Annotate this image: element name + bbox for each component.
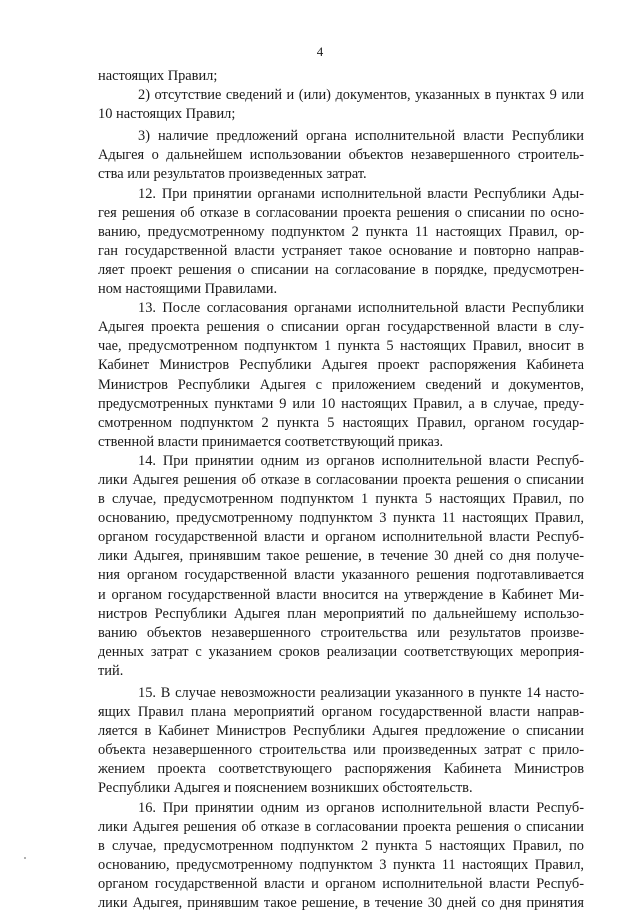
text-line: 16. При принятии одним из органов исполнительной власти Респуб- [138, 799, 584, 816]
text-line: основанию, предусмотренному подпунктом 3 пункта 11 настоящих Правил, [98, 856, 584, 873]
text-line: 13. После согласования органами исполнительной власти Республики [138, 300, 584, 317]
text-line: жением проекта соответствующего распоряжения Кабинета Министров [98, 761, 584, 778]
text-line: объекта незавершенного строительства или произведенных затрат с прило- [98, 742, 584, 759]
text-line: основанию, предусмотренному подпунктом 3 пункта 11 настоящих Правил, [98, 510, 584, 527]
text-line: тий. [98, 662, 124, 679]
text-line: Министров Республики Адыгея с приложением сведений и документов, [98, 376, 584, 393]
text-line: нистров Республики Адыгея план мероприятий по дальнейшему использо- [98, 605, 584, 622]
text-line: 2) отсутствие сведений и (или) документов, указанных в пунктах 9 или [138, 87, 584, 104]
text-line: лики Адыгея решения об отказе в согласовании проекта решения о списании [98, 818, 584, 835]
text-line: органом государственной власти и органом исполнительной власти Респуб- [98, 875, 584, 892]
text-line: и органом государственной власти вносится на утверждение в Кабинет Ми- [98, 586, 584, 603]
text-line: ванию, предусмотренному подпунктом 2 пункта 11 настоящих Правил, ор- [98, 223, 584, 240]
text-line: Адыгея проекта решения о списании орган государственной власти в слу- [98, 319, 584, 336]
text-line: настоящих Правил; [98, 68, 218, 84]
text-line: в случае, предусмотренном подпунктом 2 пункта 5 настоящих Правил, по [98, 837, 584, 854]
text-line: органом государственной власти и органом исполнительной власти Респуб- [98, 529, 584, 546]
text-line: ляется в Кабинет Министров Республики Адыгея предложение о списании [98, 723, 584, 740]
text-line: смотренном подпунктом 2 пункта 5 настоящих Правил, органом государ- [98, 414, 584, 431]
text-line: 3) наличие предложений органа исполнительной власти Республики [138, 128, 584, 145]
scan-speck [24, 857, 26, 859]
text-line: ванию объектов незавершенного строительства или результатов произве- [98, 624, 584, 641]
text-line: ния органом государственной власти указанного решения подготавливается [98, 567, 584, 584]
text-line: денных затрат с указанием сроков реализации соответствующих мероприя- [98, 643, 584, 660]
text-line: в случае, предусмотренном подпунктом 1 пункта 5 настоящих Правил, по [98, 491, 584, 508]
text-line: 10 настоящих Правил; [98, 106, 236, 123]
text-line: 14. При принятии одним из органов исполнительной власти Респуб- [138, 452, 584, 469]
text-line: ства или результатов произведенных затрат. [98, 166, 367, 183]
text-line: Адыгея о дальнейшем использовании объектов незавершенного строитель- [98, 147, 584, 164]
text-line: ляет проект решения о списании на согласование в порядке, предусмотрен- [98, 261, 584, 278]
text-line: ном настоящими Правилами. [98, 281, 278, 298]
text-line: ственной власти принимается соответствующий приказ. [98, 433, 444, 450]
text-line: Республики Адыгея и пояснением возникших обстоятельств. [98, 780, 473, 797]
text-line: 12. При принятии органами исполнительной власти Республики Ады- [138, 185, 584, 202]
text-line: лики Адыгея решения об отказе в согласовании проекта решения о списании [98, 471, 584, 488]
text-line: чае, предусмотренном подпунктом 1 пункта 5 настоящих Правил, вносит в [98, 338, 584, 355]
text-line: 15. В случае невозможности реализации указанного в пункте 14 насто- [138, 685, 584, 701]
text-line: ящих Правил плана мероприятий органом государственной власти направ- [98, 704, 584, 721]
text-line: Кабинет Министров Республики Адыгея проект распоряжения Кабинета [98, 357, 584, 374]
text-line: лики Адыгея, принявшим такое решение, в течение 30 дней со дня принятия [98, 895, 584, 912]
text-line: ган государственной власти устраняет такое основание и повторно направ- [98, 242, 584, 259]
document-body [98, 67, 584, 913]
text-line: предусмотренных пунктами 9 или 10 настоящих Правил, а в случае, преду- [98, 395, 584, 412]
text-line: гея решения об отказе в согласовании проекта решения о списании по осно- [98, 204, 584, 221]
page-number: 4 [316, 44, 324, 59]
text-line: лики Адыгея, принявшим такое решение, в течение 30 дней со дня получе- [98, 548, 584, 565]
